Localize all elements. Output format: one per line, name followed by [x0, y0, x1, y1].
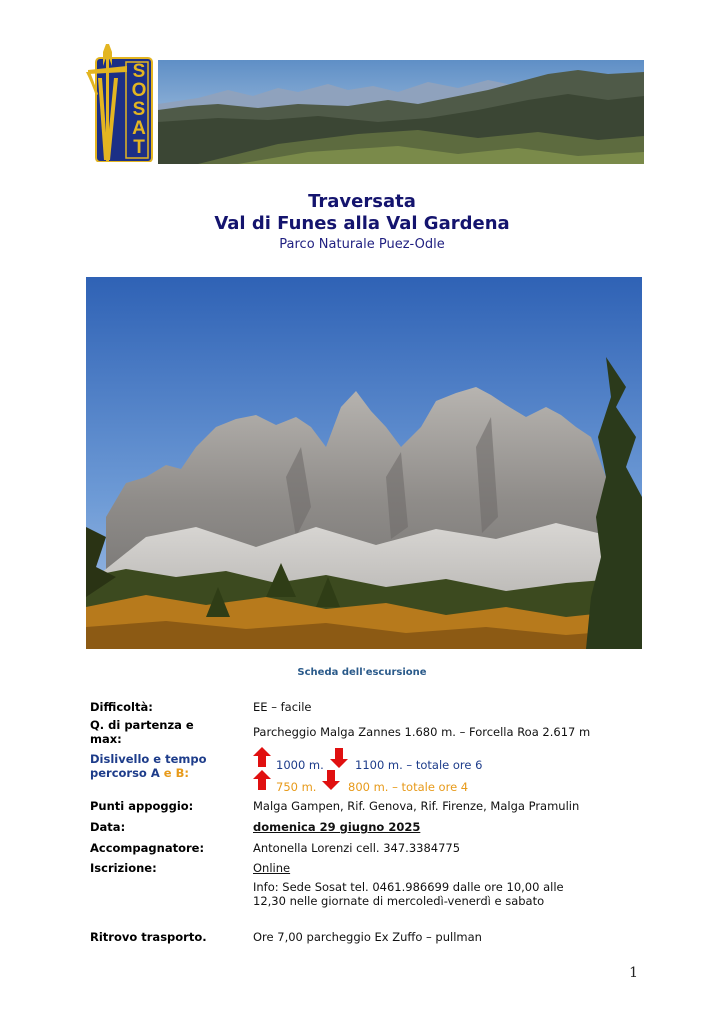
dislivello-label-line2: [90, 766, 189, 780]
route-b-descent: 800 m. – totale ore 4: [348, 780, 469, 794]
dolomites-odle-peaks-photo: [86, 277, 642, 649]
red-up-arrow-icon: [253, 770, 271, 790]
logo-text: [128, 62, 150, 157]
difficolta-value: EE – facile: [253, 700, 312, 714]
route-a-ascent: 1000 m.: [276, 758, 324, 772]
quota-label-line2: max:: [90, 732, 122, 746]
dislivello-label-line1: Dislivello e tempo: [90, 752, 207, 766]
red-up-arrow-icon: [253, 747, 271, 767]
iscrizione-info-line2: 12,30 nelle giornate di mercoledì-venerdì e sabato: [253, 894, 545, 908]
route-a-descent: 1100 m. – totale ore 6: [355, 758, 483, 772]
punti-appoggio-value: Malga Gampen, Rif. Genova, Rif. Firenze, Malga Pramulin: [253, 799, 580, 813]
punti-appoggio-label: Punti appoggio:: [90, 799, 194, 813]
percorso-b-label: B:: [175, 766, 189, 780]
quota-value: Parcheggio Malga Zannes 1.680 m. – Forcella Roa 2.617 m: [253, 725, 591, 739]
difficolta-label: Difficoltà:: [90, 700, 153, 714]
accompagnatore-value: Antonella Lorenzi cell. 347.3384775: [253, 841, 461, 855]
iscrizione-online-link[interactable]: Online: [253, 861, 291, 875]
logo-letters: SOSAT: [131, 61, 147, 158]
red-down-arrow-icon: [322, 770, 340, 790]
data-label: Data:: [90, 820, 126, 834]
ritrovo-label: Ritrovo trasporto.: [90, 930, 207, 944]
page-number: 1: [629, 965, 638, 981]
ritrovo-value: Ore 7,00 parcheggio Ex Zuffo – pullman: [253, 930, 482, 944]
route-b-ascent: 750 m.: [276, 780, 317, 794]
accompagnatore-label: Accompagnatore:: [90, 841, 205, 855]
percorso-e-label: e: [163, 766, 176, 780]
iscrizione-label: Iscrizione:: [90, 861, 157, 875]
red-down-arrow-icon: [330, 748, 348, 768]
quota-label-line1: Q. di partenza e: [90, 718, 194, 732]
title-line-2: Val di Funes alla Val Gardena: [214, 213, 510, 234]
percorso-a-label: percorso A: [90, 766, 164, 780]
scheda-heading: Scheda dell'escursione: [297, 667, 427, 678]
mountain-panorama-image: [158, 60, 644, 164]
subtitle: Parco Naturale Puez-Odle: [279, 237, 445, 252]
sosat-ice-axe-logo-icon: [82, 44, 154, 162]
iscrizione-info-line1: Info: Sede Sosat tel. 0461.986699 dalle ore 10,00 alle: [253, 880, 564, 894]
title-line-1: Traversata: [308, 191, 416, 212]
data-value: domenica 29 giugno 2025: [253, 820, 421, 834]
